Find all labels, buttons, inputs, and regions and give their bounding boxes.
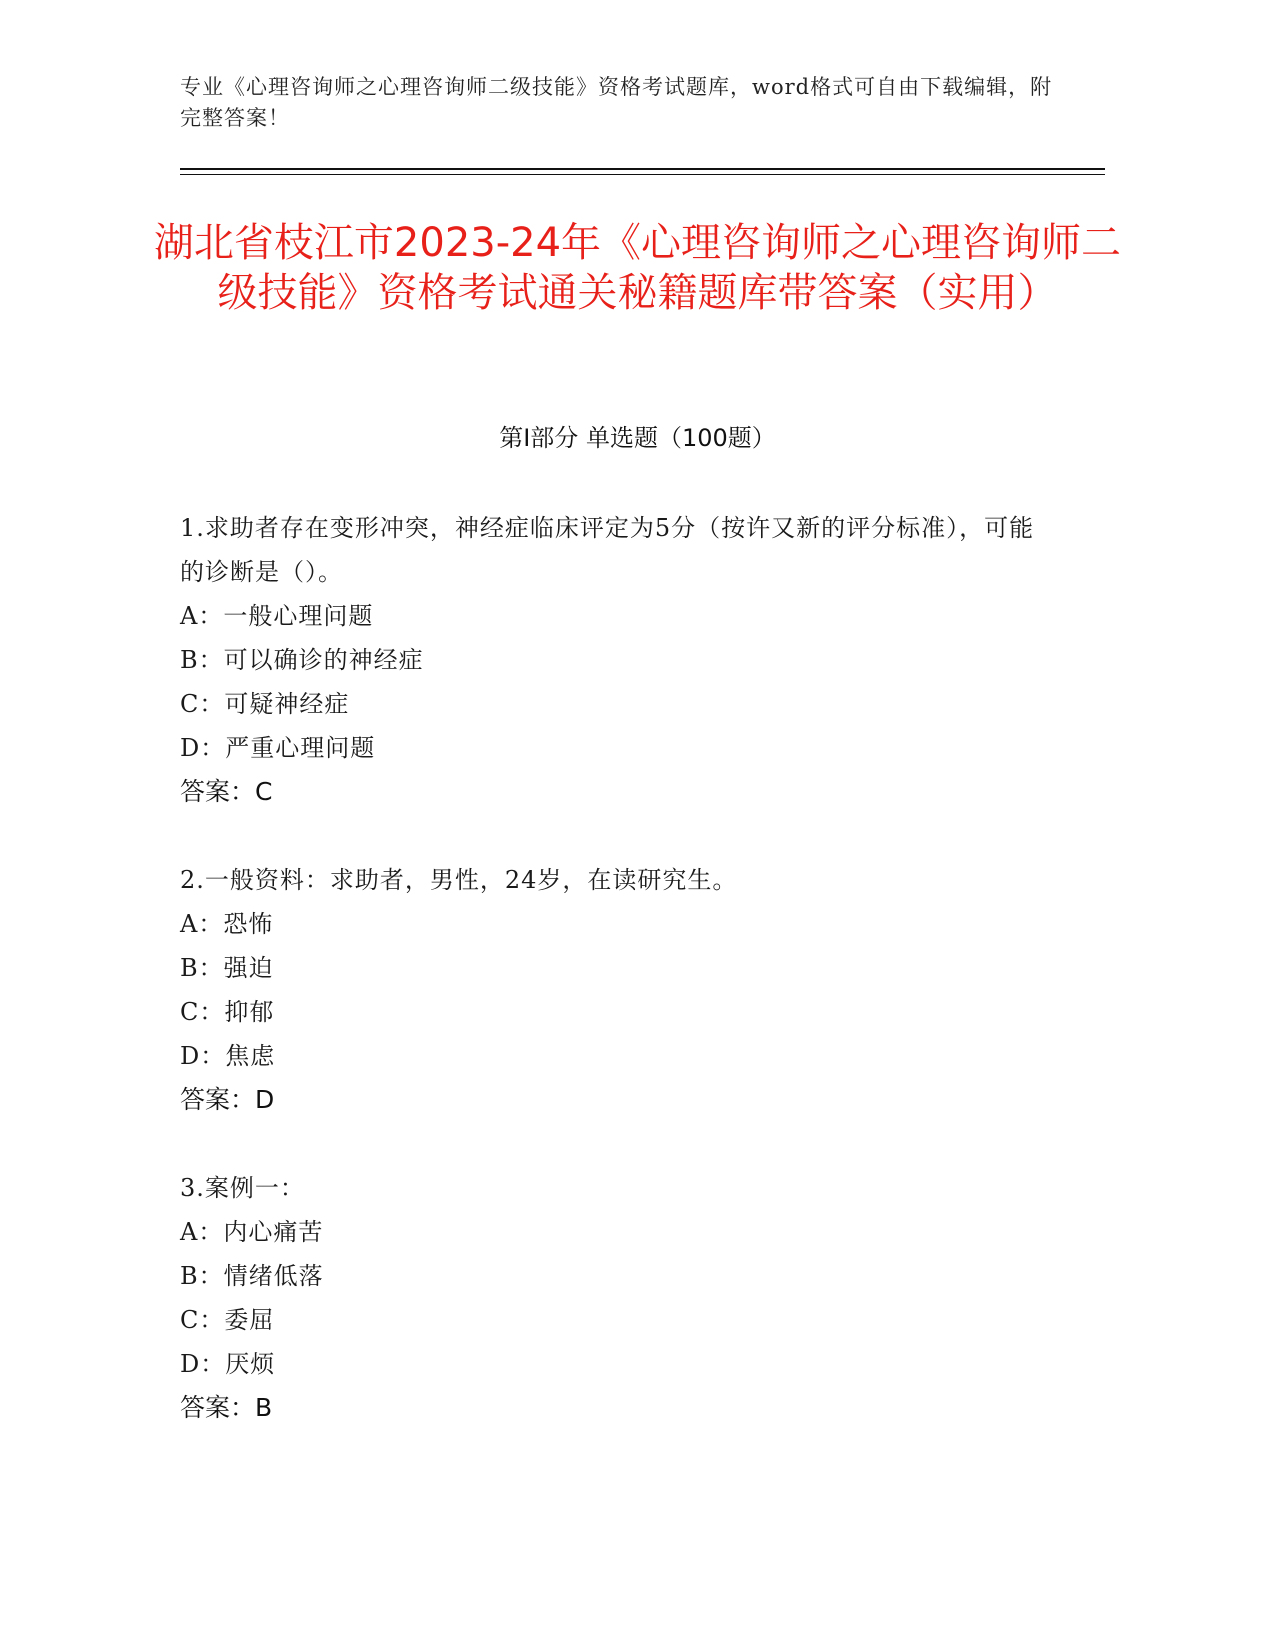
option-d: D：焦虑 (180, 1042, 276, 1070)
option-a: A：恐怖 (180, 910, 274, 938)
question-1 (180, 506, 1040, 814)
question-stem: 3.案例一： (180, 1174, 305, 1202)
section-title: 第Ⅰ部分 单选题（100题） (499, 424, 776, 452)
document-title: 湖北省枝江市2023-24年《心理咨询师之心理咨询师二级技能》资格考试通关秘籍题库带答案（实用） (153, 220, 1122, 316)
question-2 (180, 858, 1040, 1122)
header-note: 专业《心理咨询师之心理咨询师二级技能》资格考试题库，word格式可自由下载编辑，附完整答案！ (180, 75, 1053, 130)
question-3 (180, 1166, 1040, 1430)
answer: 答案：C (180, 777, 273, 806)
answer: 答案：B (180, 1393, 273, 1422)
question-stem: 1.求助者存在变形冲突，神经症临床评定为5分（按许又新的评分标准），可能的诊断是（）。 (180, 514, 1035, 586)
option-a: A：内心痛苦 (180, 1218, 324, 1246)
option-a: A：一般心理问题 (180, 602, 374, 630)
option-c: C：委屈 (180, 1306, 275, 1334)
option-c: C：可疑神经症 (180, 690, 350, 718)
question-stem: 2.一般资料：求助者，男性，24岁，在读研究生。 (180, 866, 738, 894)
option-c: C：抑郁 (180, 998, 275, 1026)
header-rule-thin (180, 174, 1105, 175)
option-d: D：厌烦 (180, 1350, 276, 1378)
question-list (180, 506, 1040, 1474)
option-b: B：可以确诊的神经症 (180, 646, 424, 674)
option-d: D：严重心理问题 (180, 734, 376, 762)
header-rule-thick (180, 168, 1105, 170)
answer: 答案：D (180, 1085, 275, 1114)
option-b: B：情绪低落 (180, 1262, 324, 1290)
option-b: B：强迫 (180, 954, 274, 982)
